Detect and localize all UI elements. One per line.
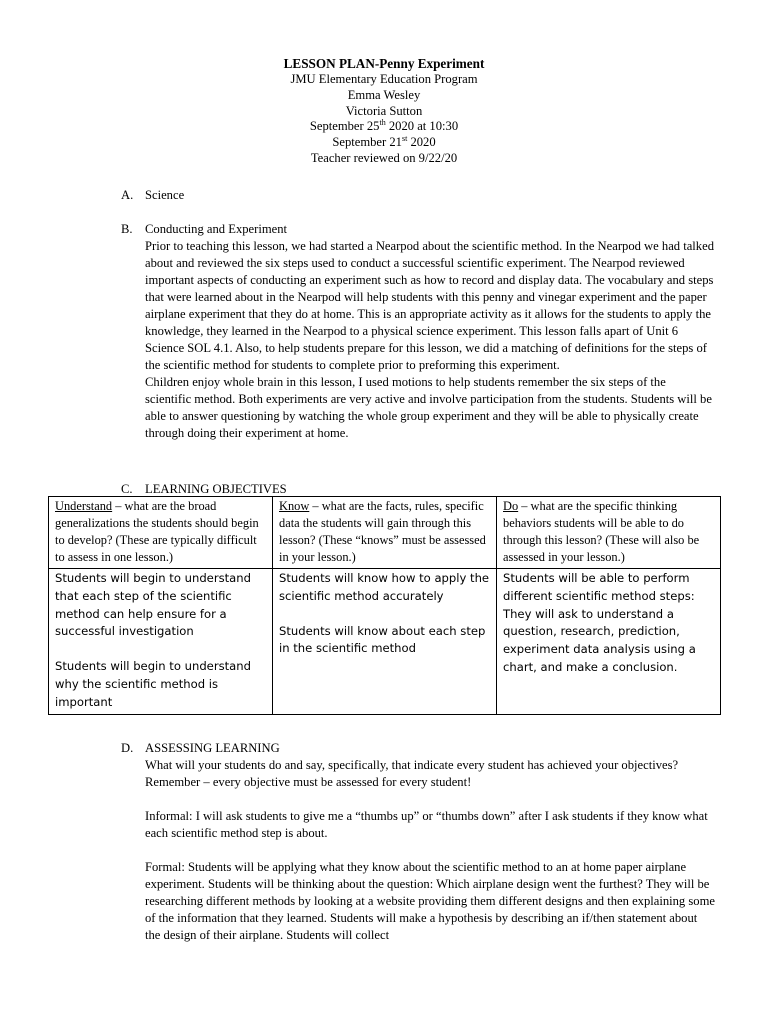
know-label: Know	[279, 499, 310, 513]
section-heading: Science	[145, 188, 185, 202]
cell-text: Students will know about each step in the scientific method	[279, 623, 486, 656]
plan-date	[0, 135, 768, 151]
paragraph: Prior to teaching this lesson, we had started a Nearpod about the scientific method. In the Nearpod we had talked about and reviewed the six steps used to conduct a successful scientific experiment. The Nearpod reviewed important aspects of conducting an experiment such as how to record and display data. The vocabulary and steps that were learned about in the Nearpod will help students with this penny and vinegar experiment and the paper airplane experiment that they do at home. This is an appropriate activity as it allows for the students to apply the knowledge, they learned in the Nearpod to a physical science experiment. This lesson falls apart of Unit 6 Science SOL 4.1. Also, to help students prepare for this lesson, we did a matching of definitions for the steps of the scientific method for students to complete prior to preforming this experiment.	[145, 239, 714, 372]
date-text: 2020 at 10:30	[385, 119, 459, 134]
section-heading: Conducting and Experiment	[145, 222, 287, 236]
paragraph: Formal: Students will be applying what they know about the scientific method to an at home paper airplane experiment. Students will be thinking about the question: Which airplane design went the furthest? They will be researching different methods by looking at a website providing them different designs and then explaining some of the information that they learned. Students will make a hypothesis by describing an if/then statement about the design of their airplane. Students will collect	[145, 860, 715, 942]
section-d-body	[145, 757, 715, 944]
table-row	[49, 569, 721, 715]
section-letter: D.	[121, 741, 134, 755]
cell-text: – what are the specific thinking behaviors students will be able to do through this lesson? (These will also be assessed in your lesson.)	[503, 499, 700, 564]
date-text: 2020	[407, 135, 436, 150]
objectives-table	[48, 496, 721, 715]
section-heading: LEARNING OBJECTIVES	[145, 482, 287, 496]
understand-label: Understand	[55, 499, 113, 513]
table-cell	[497, 569, 721, 715]
table-cell	[49, 497, 273, 569]
cell-text: Students will know how to apply the scientific method accurately	[279, 571, 490, 603]
section-heading: ASSESSING LEARNING	[145, 741, 280, 755]
cell-text: – what are the facts, rules, specific data the students will gain through this lesson? (These “knows” must be assessed in your lesson.)	[279, 499, 486, 564]
table-cell	[273, 569, 497, 715]
paragraph: What will your students do and say, specifically, that indicate every student has achieved your objectives? Remember – every objective must be assessed for every student!	[145, 758, 679, 789]
program-name: JMU Elementary Education Program	[290, 72, 478, 86]
author-name: Emma Wesley	[347, 87, 421, 102]
paragraph: Children enjoy whole brain in this lesson, I used motions to help students remember the six steps of the scientific method. Both experiments are very active and involve participation from the students. Students will be able to answer questioning by watching the whole group experiment and they will be able to physically create through doing their experiment at home.	[145, 375, 712, 440]
table-cell	[497, 497, 721, 569]
teaching-date	[0, 119, 768, 135]
section-letter: A.	[121, 188, 134, 202]
paragraph: Informal: I will ask students to give me a “thumbs up” or “thumbs down” after I ask students if they know what each scientific method step is about.	[145, 809, 708, 840]
do-label: Do	[503, 499, 519, 513]
author-name: Victoria Sutton	[345, 103, 423, 118]
date-suffix: st	[401, 134, 408, 144]
lesson-header	[0, 55, 768, 167]
lesson-title: LESSON PLAN-Penny Experiment	[283, 56, 485, 71]
section-letter: C.	[121, 482, 133, 496]
table-cell	[49, 569, 273, 715]
section-letter: B.	[121, 222, 133, 236]
cell-text: – what are the broad generalizations the students should begin to develop? (These are typically difficult to assess in one lesson.)	[55, 499, 259, 564]
section-b-body	[145, 238, 715, 442]
table-cell	[273, 497, 497, 569]
review-note: Teacher reviewed on 9/22/20	[310, 150, 458, 165]
date-text: September 21	[332, 135, 402, 150]
table-header-row	[49, 497, 721, 569]
cell-text: Students will begin to understand that each step of the scientific method can help ensure for a successful investigation	[55, 571, 251, 639]
date-text: September 25	[309, 119, 380, 134]
cell-text: Students will begin to understand why the scientific method is important	[55, 659, 251, 709]
cell-text: Students will be able to perform different scientific method steps: They will ask to understand a question, research, prediction, experiment data analysis using a chart, and make a conclusion.	[503, 571, 696, 674]
date-suffix: th	[379, 118, 386, 128]
